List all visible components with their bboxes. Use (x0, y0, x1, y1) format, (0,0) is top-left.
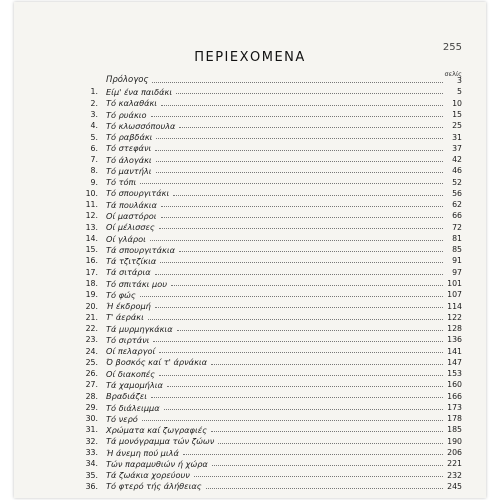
toc-entry-number: 2. (90, 98, 98, 108)
toc-entry-title: Οί γλάροι (106, 233, 146, 244)
toc-entry-page: 122 (447, 312, 462, 322)
toc-entry (78, 446, 462, 457)
dot-leader (160, 262, 443, 263)
toc-entry (78, 254, 462, 265)
toc-entry (78, 423, 462, 434)
dot-leader (161, 105, 443, 106)
toc-prologue-title: Πρόλογος (106, 75, 149, 85)
toc-entry-number: 5. (90, 132, 98, 142)
toc-entry-number: 6. (90, 143, 98, 153)
toc-entry-page: 101 (447, 278, 462, 288)
toc-entry-title: Τό σπιτάκι μου (106, 278, 167, 289)
dot-leader (218, 443, 443, 444)
table-of-contents (78, 85, 462, 491)
dot-leader (179, 127, 443, 128)
dot-leader (150, 240, 443, 241)
toc-entry (78, 310, 462, 321)
toc-entry-title: Τά ζωάκια χορεύουν (106, 470, 190, 481)
dot-leader (155, 307, 443, 308)
page-title: ΠΕΡΙΕΧΟΜΕΝΑ (194, 50, 306, 65)
toc-entry (78, 479, 462, 490)
toc-entry-number: 13. (85, 222, 98, 232)
toc-entry (78, 231, 462, 242)
toc-entry-title: Τό διάλειμμα (106, 402, 160, 413)
toc-entry-page: 173 (447, 402, 462, 412)
toc-prologue-page: 3 (457, 76, 462, 85)
toc-entry-number: 20. (85, 301, 98, 311)
dot-leader (206, 488, 443, 489)
toc-entry-page: 66 (452, 211, 462, 221)
toc-entry-title: Τά σιτάρια (106, 267, 151, 278)
toc-entry-number: 10. (85, 188, 98, 198)
toc-entry-number: 26. (85, 369, 98, 379)
toc-entry (78, 164, 462, 175)
toc-entry-page: 10 (452, 98, 462, 108)
toc-entry-number: 7. (90, 155, 98, 165)
toc-entry (78, 85, 462, 96)
toc-entry-title: Τά χαμομήλια (106, 379, 163, 390)
toc-entry-number: 1. (90, 87, 98, 97)
dot-leader (151, 397, 443, 398)
toc-entry (78, 378, 462, 389)
toc-entry (78, 209, 462, 220)
toc-entry-page: 81 (452, 233, 462, 243)
dot-leader (161, 217, 443, 218)
dot-leader (159, 375, 443, 376)
toc-entry-page: 245 (447, 481, 462, 491)
toc-entry-title: Τό στεφάνι (106, 143, 152, 154)
toc-entry-page: 141 (447, 346, 462, 356)
toc-entry-page: 153 (447, 369, 462, 379)
toc-entry-number: 30. (85, 414, 98, 424)
toc-entry (78, 389, 462, 400)
dot-leader (153, 341, 443, 342)
page-column-header: σελίς (444, 70, 462, 78)
toc-entry-number: 15. (85, 245, 98, 255)
dot-leader (171, 285, 443, 286)
dot-leader (167, 386, 443, 387)
toc-entry-title: Ή έκδρομή (106, 301, 151, 312)
toc-entry (78, 108, 462, 119)
toc-entry-page: 62 (452, 200, 462, 210)
dot-leader (155, 274, 443, 275)
dot-leader (159, 352, 443, 353)
toc-entry-page: 136 (447, 335, 462, 345)
toc-entry-page: 31 (452, 132, 462, 142)
toc-entry-number: 22. (85, 324, 98, 334)
dot-leader (211, 364, 443, 365)
toc-entry-page: 91 (452, 256, 462, 266)
toc-entry-title: Τό νερό (106, 413, 138, 424)
toc-entry-page: 25 (452, 121, 462, 131)
toc-entry (78, 288, 462, 299)
toc-entry-title: Οί μαστόροι (106, 210, 157, 221)
toc-entry-number: 34. (85, 459, 98, 469)
toc-entry-number: 21. (85, 312, 98, 322)
toc-entry-title: Τό ραβδάκι (106, 132, 153, 143)
toc-entry-title: Ή άνεμη πού μιλά (106, 447, 179, 458)
toc-entry-number: 14. (85, 233, 98, 243)
toc-entry-page: 128 (447, 324, 462, 334)
dot-leader (155, 150, 443, 151)
toc-entry (78, 141, 462, 152)
toc-entry-title: Τό καλαθάκι (106, 98, 158, 109)
toc-prologue-row (106, 74, 462, 85)
toc-entry-page: 5 (457, 87, 462, 97)
toc-entry (78, 468, 462, 479)
toc-entry-page: 185 (447, 425, 462, 435)
toc-entry-number: 25. (85, 357, 98, 367)
dot-leader (173, 195, 443, 196)
toc-entry (78, 220, 462, 231)
dot-leader (161, 206, 443, 207)
toc-entry-page: 37 (452, 143, 462, 153)
toc-entry-page: 97 (452, 267, 462, 277)
toc-entry-page: 160 (447, 380, 462, 390)
dot-leader (142, 420, 443, 421)
toc-entry-page: 46 (452, 166, 462, 176)
toc-entry-number: 33. (85, 447, 98, 457)
toc-entry (78, 322, 462, 333)
toc-entry-page: 15 (452, 110, 462, 119)
dot-leader (140, 183, 443, 184)
toc-entry-title: Τά σπουργιτάκια (106, 244, 175, 255)
page-number: 255 (442, 42, 462, 53)
dot-leader (211, 431, 443, 432)
toc-entry-title: Τά μυρμηγκάκια (106, 323, 173, 334)
toc-entry (78, 344, 462, 355)
toc-entry (78, 355, 462, 366)
toc-entry-title: Τά τζιτζίκια (106, 256, 157, 267)
dot-leader (159, 228, 443, 229)
toc-entry-title: Τών παραμυθιών ή χώρα (106, 458, 208, 469)
toc-entry (78, 277, 462, 288)
dot-leader (156, 161, 443, 162)
toc-entry-title: Τό ρυάκιο (106, 109, 147, 120)
toc-entry-title: Ό βοσκός καί τ' άρνάκια (106, 357, 208, 368)
toc-entry (78, 400, 462, 411)
toc-entry-title: Τό άλογάκι (106, 154, 152, 165)
toc-entry-number: 32. (85, 436, 98, 446)
dot-leader (151, 116, 443, 117)
dot-leader (152, 82, 443, 83)
toc-entry-title: Τό μαντήλι (106, 165, 152, 176)
dot-leader (176, 93, 443, 94)
toc-entry-number: 19. (85, 290, 98, 300)
toc-entry-page: 72 (452, 222, 462, 232)
toc-entry-page: 52 (452, 177, 462, 187)
toc-entry-title: Οί μέλισσες (106, 222, 155, 233)
toc-entry (78, 198, 462, 209)
toc-entry-title: Τό τόπι (106, 177, 137, 188)
toc-entry-page: 206 (447, 447, 462, 457)
toc-entry (78, 434, 462, 445)
toc-entry-number: 16. (85, 256, 98, 266)
toc-entry-title: Τά μονόγραμμα τών ζώων (106, 436, 215, 447)
toc-entry-number: 8. (90, 166, 98, 176)
toc-entry-number: 28. (85, 391, 98, 401)
toc-entry-title: Τό κλωσσόπουλα (106, 120, 176, 131)
dot-leader (156, 172, 443, 173)
toc-entry (78, 186, 462, 197)
toc-entry-number: 23. (85, 335, 98, 345)
toc-entry (78, 299, 462, 310)
dot-leader (183, 454, 443, 455)
toc-entry-number: 24. (85, 346, 98, 356)
dot-leader (156, 138, 443, 139)
toc-entry-title: Τό σπουργιτάκι (106, 188, 170, 199)
toc-entry (78, 367, 462, 378)
toc-entry-page: 190 (447, 436, 462, 446)
dot-leader (194, 476, 443, 477)
dot-leader (177, 330, 443, 331)
dot-leader (179, 251, 443, 252)
toc-entry-title: Είμ' ένα παιδάκι (106, 87, 173, 98)
toc-entry (78, 265, 462, 276)
toc-entry-title: Οί διακοπές (106, 368, 155, 379)
toc-entry-title: Τό φτερό τής άλήθειας (106, 481, 202, 492)
toc-entry-number: 17. (85, 267, 98, 277)
toc-entry (78, 243, 462, 254)
toc-entry-number: 31. (85, 425, 98, 435)
toc-entry (78, 333, 462, 344)
toc-entry-page: 221 (447, 459, 462, 469)
dot-leader (164, 409, 443, 410)
toc-entry-page: 166 (447, 391, 462, 401)
toc-entry-title: Χρώματα καί ζωγραφιές (106, 425, 207, 436)
toc-entry-number: 11. (85, 200, 98, 210)
toc-entry-title: Βραδιάζει (106, 391, 148, 402)
toc-entry (78, 153, 462, 164)
toc-entry (78, 119, 462, 130)
toc-entry (78, 96, 462, 107)
toc-entry-number: 36. (85, 481, 98, 491)
toc-entry (78, 175, 462, 186)
toc-entry (78, 412, 462, 423)
toc-entry-page: 56 (452, 188, 462, 198)
toc-entry-number: 27. (85, 380, 98, 390)
dot-leader (148, 319, 443, 320)
dot-leader (140, 296, 443, 297)
toc-entry-number: 9. (90, 177, 98, 187)
toc-entry-page: 107 (447, 290, 462, 300)
toc-entry-number: 4. (90, 121, 98, 131)
book-page (14, 2, 486, 498)
toc-entry-page: 232 (447, 470, 462, 480)
toc-entry-page: 42 (452, 155, 462, 165)
toc-entry-number: 12. (85, 211, 98, 221)
dot-leader (212, 465, 443, 466)
toc-entry (78, 457, 462, 468)
toc-entry-title: Οί πελαργοί (106, 346, 156, 357)
toc-entry-number: 35. (85, 470, 98, 480)
toc-entry-page: 178 (447, 414, 462, 424)
toc-entry-page: 147 (447, 357, 462, 367)
toc-entry-page: 114 (447, 301, 462, 311)
toc-entry-title: Τό σιρτάνι (106, 334, 150, 345)
toc-entry-number: 3. (90, 110, 98, 119)
toc-entry (78, 130, 462, 141)
toc-entry-number: 18. (85, 278, 98, 288)
toc-entry-page: 85 (452, 245, 462, 255)
toc-entry-number: 29. (85, 402, 98, 412)
toc-entry-title: Τά πουλάκια (106, 199, 157, 210)
toc-entry-title: Τ' άεράκι (106, 312, 144, 323)
toc-entry-title: Τό φώς (106, 289, 136, 300)
